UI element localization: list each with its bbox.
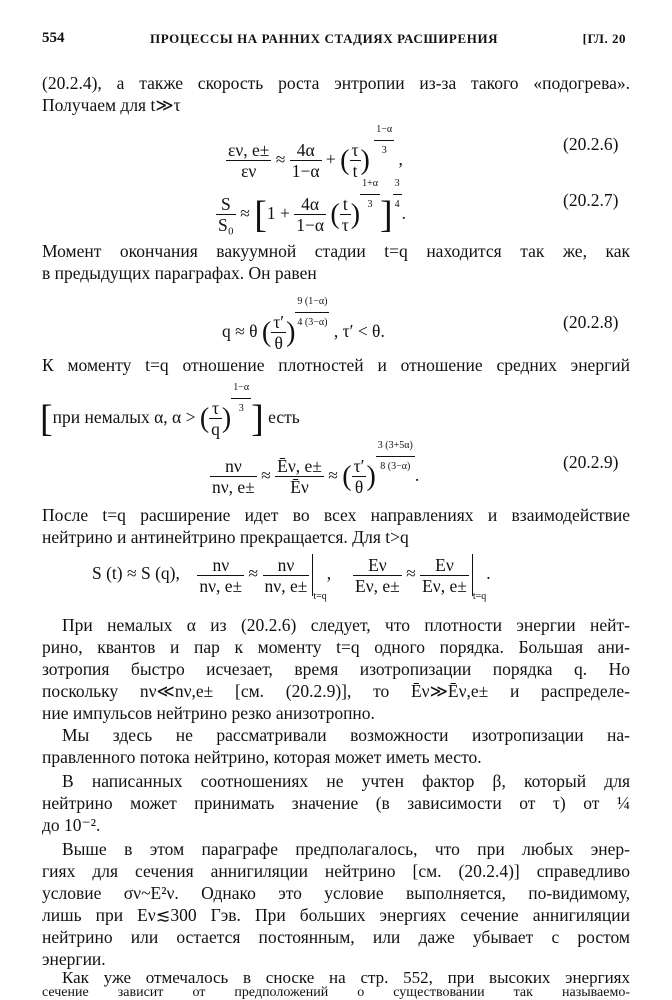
text-line: гиях для сечения аннигиляции нейтрино [см. (20.2.4)] справедливо	[42, 861, 630, 881]
eq-punct: .	[414, 464, 420, 485]
eq-numerator: nν	[197, 555, 244, 576]
equation-20-2-9: $\frac{n\nu}{n\nu, e\pm}$ ≈ $\frac{Ē\nu, e\pm}{Ē\nu}$ ≈ ( $\frac{\tau'}{\theta}$ ) $\frac{3 (3+5\alpha)}{8 (3-\alpha)}$ .	[210, 436, 419, 497]
text-line: После t=q расширение идет во всех направлениях и взаимодействие	[42, 505, 630, 525]
eq-exponent-num: 3 (3+5α)	[376, 436, 415, 457]
eq-operator: ≈	[248, 563, 259, 584]
eq-operator: +	[325, 148, 336, 169]
eq-denominator: θ	[274, 333, 283, 354]
eq-denominator: nν, e±	[199, 575, 243, 596]
chapter-marker: [ГЛ. 20	[582, 31, 626, 46]
eq-operator: ≈	[406, 563, 416, 584]
eq-exponent-den: 3	[238, 403, 244, 414]
eq-denominator: S₀	[218, 215, 234, 236]
eq-denominator: τ	[341, 215, 349, 236]
eq-numerator: nν	[210, 456, 257, 477]
text-line: в предыдущих параграфах. Он равен	[42, 263, 317, 283]
eq-denominator: 1−α	[291, 161, 320, 182]
equation-number: (20.2.8)	[563, 312, 619, 332]
eq-numerator: τ′	[353, 456, 365, 477]
page-number: 554	[42, 30, 65, 46]
condition-bracket: [при немалых α, α > ( $\frac{\tau}{q}$ ) $\frac{1-\alpha}{3}$ ] есть	[40, 378, 300, 441]
equation-20-2-8: q ≈ θ ( $\frac{\tau'}{\theta}$ ) $\frac{9 (1-\alpha)}{4 (3-\alpha)}$ , τ′ < θ.	[222, 292, 385, 353]
text-line: правленного потока нейтрино, которая может иметь место.	[42, 747, 482, 767]
eq-exponent-den: 8 (3−α)	[380, 461, 411, 472]
eq-tail: , τ′ < θ.	[333, 320, 385, 341]
text-line: зотропия быстро исчезает, время изотропизации порядка q. Но	[42, 659, 630, 679]
eq-punct: .	[401, 202, 407, 223]
text-line: нейтрино может принимать значение (в зависимости от τ) от ¼	[42, 793, 630, 813]
text-line: Момент окончания вакуумной стадии t=q находится так же, как	[42, 241, 630, 261]
text-line: нейтрино или остается постоянным, или даже убывает с ростом	[42, 927, 630, 947]
eq-denominator: nν, e±	[212, 477, 255, 498]
text-line: В написанных соотношениях не учтен фактор β, который для	[62, 771, 630, 791]
eq-denominator: θ	[354, 477, 364, 498]
text-line: нейтрино и антинейтрино прекращается. Для t>q	[42, 527, 409, 547]
eq-term: S (t) ≈ S (q),	[92, 563, 180, 584]
eq-exponent-den: 4	[394, 199, 400, 210]
equation-number: (20.2.9)	[563, 452, 619, 472]
eq-exponent-num: 1−α	[231, 378, 251, 399]
eq-numerator: Eν	[353, 555, 402, 576]
text-line: Выше в этом параграфе предполагалось, что при любых энер-	[62, 839, 630, 859]
text-fragment: есть	[263, 406, 300, 427]
eq-evaluation-subscript: t=q	[472, 591, 487, 603]
eq-numerator: nν	[263, 555, 310, 576]
eq-numerator: εν, e±	[228, 140, 270, 161]
text-line: лишь при Eν≲300 Гэв. При больших энергиях сечение аннигиляции	[42, 905, 630, 925]
page-header	[42, 30, 626, 54]
equation-20-2-6: $\frac{\varepsilon\nu, e\pm}{\varepsilon\nu}$ ≈ $\frac{4\alpha}{1-\alpha}$ + ( $\frac{\tau}{t}$ ) $\frac{1-\alpha}{3}$ ,	[226, 120, 403, 181]
eq-denominator: Eν, e±	[355, 575, 400, 596]
eq-denominator: q	[211, 419, 220, 440]
text-line: условие σν~E²ν. Однако это условие выполняется, по-видимому,	[42, 883, 630, 903]
eq-operator: ≈	[261, 464, 271, 485]
eq-exponent-num: 1−α	[374, 120, 394, 141]
equation-number: (20.2.6)	[563, 134, 619, 154]
running-title: ПРОЦЕССЫ НА РАННИХ СТАДИЯХ РАСШИРЕНИЯ	[150, 31, 499, 46]
text-line: до 10⁻².	[42, 815, 101, 835]
eq-exponent-den: 4 (3−α)	[297, 317, 328, 328]
eq-punct: ,	[326, 563, 332, 584]
text-line: поскольку nν≪nν,e± [см. (20.2.9)], то Ēν≫Ēν,e± и распределе-	[42, 681, 630, 701]
eq-punct: ,	[398, 148, 403, 169]
eq-exponent-num: 3	[393, 174, 402, 195]
text-line: Мы здесь не рассматривали возможности изотропизации на-	[62, 725, 630, 745]
eq-numerator: 4α	[294, 194, 326, 215]
text-line: ние импульсов нейтрино резко анизотропно.	[42, 703, 375, 723]
equation-asymptotic-ratios	[92, 554, 491, 602]
eq-operator: ≈	[328, 464, 338, 485]
eq-denominator: nν, e±	[264, 575, 308, 596]
eq-numerator: t	[340, 194, 351, 215]
eq-numerator: τ	[209, 398, 222, 419]
text-line: Получаем для t≫τ	[42, 95, 181, 115]
eq-denominator: t	[352, 161, 358, 182]
text-line: К моменту t=q отношение плотностей и отношение средних энергий	[42, 355, 630, 375]
text-line: энергии.	[42, 949, 106, 969]
eq-denominator: Eν, e±	[422, 575, 467, 596]
eq-exponent-num: 9 (1−α)	[295, 292, 329, 313]
text-line: (20.2.4), а также скорость роста энтропии из-за такого «подогрева».	[42, 73, 630, 93]
eq-numerator: Ēν, e±	[277, 456, 322, 477]
eq-term: q ≈ θ	[222, 320, 258, 341]
eq-term: 1 +	[266, 202, 290, 223]
eq-denominator: Ēν	[290, 477, 309, 498]
eq-operator: ≈	[275, 148, 286, 169]
text-line: Как уже отмечалось в сноске на стр. 552, при высоких энергиях	[62, 968, 630, 987]
eq-exponent-num: 1+α	[360, 174, 380, 195]
text-line: При немалых α из (20.2.6) следует, что плотности энергии нейт-	[62, 615, 630, 635]
equation-20-2-7: $\frac{S}{\text{S₀}}$ ≈ [1 + $\frac{4\alpha}{1-\alpha}$ ( $\frac{t}{\tau}$ ) $\frac{1+\alpha}{3}$ ] $\frac{3}{4}$ .	[216, 174, 406, 237]
text-line: рино, квантов и пар к моменту t=q одного порядка. Большая ани-	[42, 637, 630, 657]
text-line: сечение зависит от предположений о существовании так называемо-	[42, 985, 630, 1000]
equation-number: (20.2.7)	[563, 190, 619, 210]
eq-exponent-den: 3	[367, 199, 373, 210]
eq-denominator: εν	[241, 161, 257, 182]
eq-numerator: τ	[351, 140, 359, 161]
eq-evaluation-subscript: t=q	[313, 591, 327, 603]
eq-numerator: 4α	[290, 140, 322, 161]
eq-exponent-den: 3	[381, 145, 387, 156]
eq-numerator: Eν	[420, 555, 469, 576]
eq-punct: .	[486, 563, 491, 584]
eq-operator: ≈	[240, 202, 250, 223]
text-fragment: при немалых α, α >	[52, 406, 200, 427]
eq-numerator: τ′	[273, 312, 285, 333]
eq-denominator: 1−α	[296, 215, 325, 236]
eq-numerator: S	[216, 194, 236, 215]
